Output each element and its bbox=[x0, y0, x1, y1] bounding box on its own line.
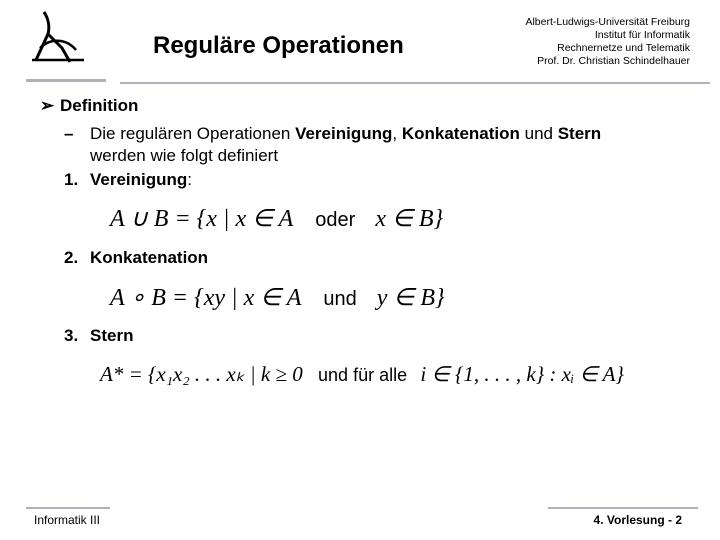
intro-line-1 bbox=[64, 124, 601, 144]
item-label: Konkatenation bbox=[90, 248, 209, 267]
affiliation-line: Rechnernetze und Telematik bbox=[557, 42, 690, 54]
formula-union bbox=[110, 204, 443, 233]
dash-bullet: – bbox=[64, 124, 74, 143]
affiliation-line: Prof. Dr. Christian Schindelhauer bbox=[537, 55, 690, 67]
item-suffix: : bbox=[187, 170, 193, 189]
formula-word: und für alle bbox=[318, 365, 408, 385]
item-number: 3. bbox=[64, 326, 79, 345]
item-number: 2. bbox=[64, 248, 79, 267]
term-union: Vereinigung bbox=[295, 124, 393, 143]
formula-concat bbox=[110, 283, 445, 312]
footer-left-rule bbox=[26, 507, 110, 509]
arrow-bullet-icon: ➢ bbox=[40, 96, 55, 115]
intro-text: Die regulären Operationen bbox=[90, 124, 296, 143]
affiliation-line: Albert-Ludwigs-Universität Freiburg bbox=[525, 16, 690, 28]
footer-course: Informatik III bbox=[34, 513, 101, 527]
affiliation-line: Institut für Informatik bbox=[594, 29, 690, 41]
intro-sep: , bbox=[392, 124, 402, 143]
slide-title: Reguläre Operationen bbox=[153, 32, 404, 59]
formula-lhs: A ∘ B = {xy | x ∈ A bbox=[110, 285, 302, 311]
affiliation-block bbox=[525, 16, 690, 68]
definition-heading-text: Definition bbox=[60, 96, 139, 115]
formula-star bbox=[100, 362, 624, 387]
item-label: Vereinigung bbox=[90, 170, 188, 189]
formula-lhs: A* = {x₁x₂ . . . xₖ | k ≥ 0 bbox=[100, 362, 303, 386]
formula-rhs: x ∈ B} bbox=[375, 206, 444, 232]
formula-word: und bbox=[323, 288, 357, 310]
footer-lecture: 4. Vorlesung - 2 bbox=[593, 513, 682, 527]
formula-rhs: y ∈ B} bbox=[376, 285, 445, 311]
formula-word: oder bbox=[315, 209, 356, 231]
formula-lhs: A ∪ B = {x | x ∈ A bbox=[110, 206, 294, 232]
item-label: Stern bbox=[90, 326, 134, 345]
header-left-rule bbox=[26, 79, 106, 82]
header-rule bbox=[120, 82, 710, 84]
intro-sep: und bbox=[519, 124, 558, 143]
item-number: 1. bbox=[64, 170, 79, 189]
item-union bbox=[64, 170, 192, 190]
university-logo bbox=[26, 8, 90, 68]
intro-line-2: werden wie folgt definiert bbox=[90, 146, 279, 165]
item-concat bbox=[64, 248, 208, 268]
term-star: Stern bbox=[557, 124, 602, 143]
definition-heading bbox=[40, 96, 138, 116]
footer-right-rule bbox=[548, 507, 698, 509]
formula-rhs: i ∈ {1, . . . , k} : xᵢ ∈ A} bbox=[420, 362, 624, 386]
item-star bbox=[64, 326, 133, 346]
term-concat: Konkatenation bbox=[401, 124, 520, 143]
